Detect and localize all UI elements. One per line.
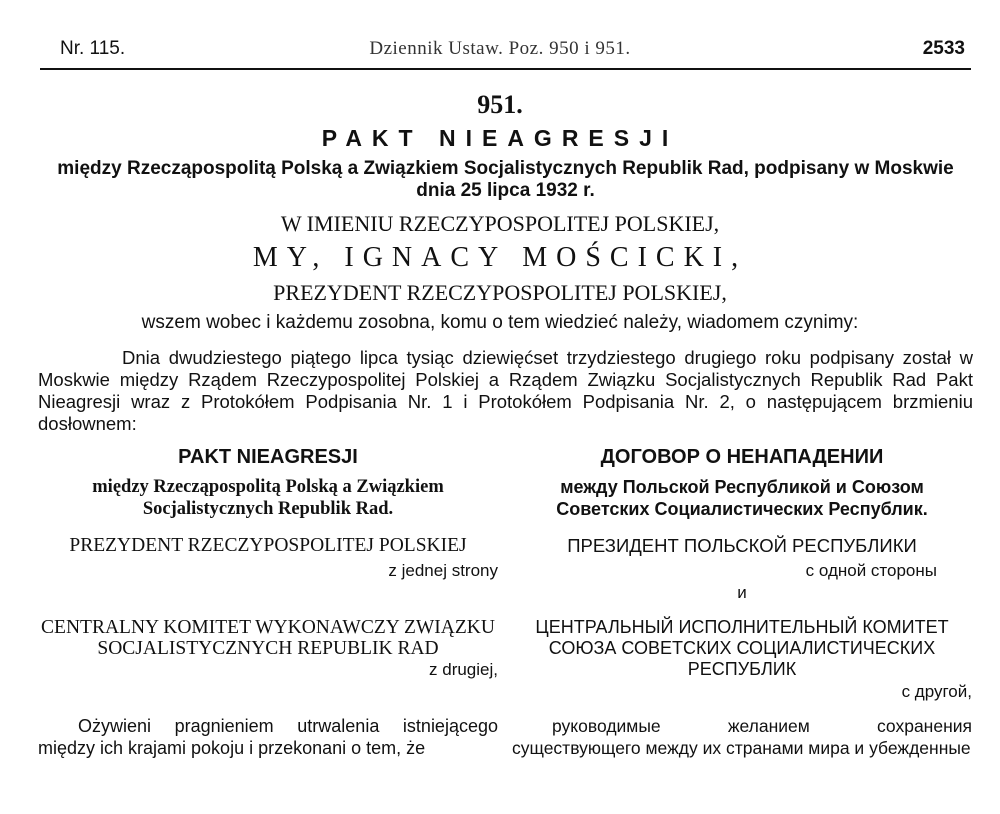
president-name-line: MY, IGNACY MOŚCICKI, [252,242,748,273]
pl-side-2: z drugiej, [429,660,498,679]
president-title-line: PREZYDENT RZECZYPOSPOLITEJ POLSKIEJ, [273,280,727,305]
journal-title: Dziennik Ustaw. Poz. 950 i 951. [369,38,631,59]
pl-body-text: Ożywieni pragnieniem utrwalenia istniejącego między ich krajami pokoju i przekonani o tem, że [38,716,498,758]
ru-side-2: с другой, [901,682,972,701]
document-subtitle: między Rzecząpospolitą Polską a Związkiem Socjalistycznych Republik Rad, podpisany w Moskwie dnia 25 lipca 1932 r. [57,158,954,201]
position-number: 951. [477,90,523,119]
ru-party-1: ПРЕЗИДЕНТ ПОЛЬСКОЙ РЕСПУБЛИКИ [567,535,917,556]
document-title: PAKT NIEAGRESJI [321,125,679,151]
intro-paragraph: Dnia dwudziestego piątego lipca tysiąc dziewięćset trzydziestego drugiego roku podpisany został w Moskwie między Rządem Rzeczypospolitej Polskiej a Rządem Związku Socjalistycznych Republik Rad Pakt Nieagresji wraz z Protokółem Podpisania Nr. 1 i Protokółem Podpisania Nr. 2, o następującem brzmieniu dosłownem: [38,347,973,434]
pl-party-1: PREZYDENT RZECZYPOSPOLITEJ POLSKIEJ [69,535,467,556]
ru-conjunction-text: и [737,583,747,602]
header-rule [40,68,971,70]
notice-line: wszem wobec i każdemu zosobna, komu o tem wiedzieć należy, wiadomem czynimy: [141,312,859,333]
ru-body-text: руководимые желанием сохранения существующего между их странами мира и убежденные [512,716,972,758]
in-the-name-line: W IMIENIU RZECZYPOSPOLITEJ POLSKIEJ, [280,211,720,236]
page-number: 2533 [922,38,965,59]
pl-treaty-title: PAKT NIEAGRESJI [178,446,358,468]
pl-treaty-subtitle: między Rzecząpospolitą Polską a Związkiem Socjalistycznych Republik Rad. [92,477,444,519]
ru-treaty-subtitle: между Польской Республикой и Союзом Советских Социалистических Республик. [556,477,928,519]
ru-treaty-title: ДОГОВОР О НЕНАПАДЕНИИ [600,446,884,468]
ru-party-2: ЦЕНТРАЛЬНЫЙ ИСПОЛНИТЕЛЬНЫЙ КОМИТЕТ СОЮЗА СОВЕТСКИХ СОЦИАЛИСТИЧЕСКИХ РЕСПУБЛИК [535,617,949,679]
pl-party-2: CENTRALNY KOMITET WYKONAWCZY ZWIĄZKU SOCJALISTYCZNYCH REPUBLIK RAD [41,617,495,659]
ru-conjunction [512,583,972,603]
issue-number: Nr. 115. [60,38,126,59]
ru-side-1: с одной стороны [805,561,937,580]
pl-side-1: z jednej strony [388,561,498,580]
